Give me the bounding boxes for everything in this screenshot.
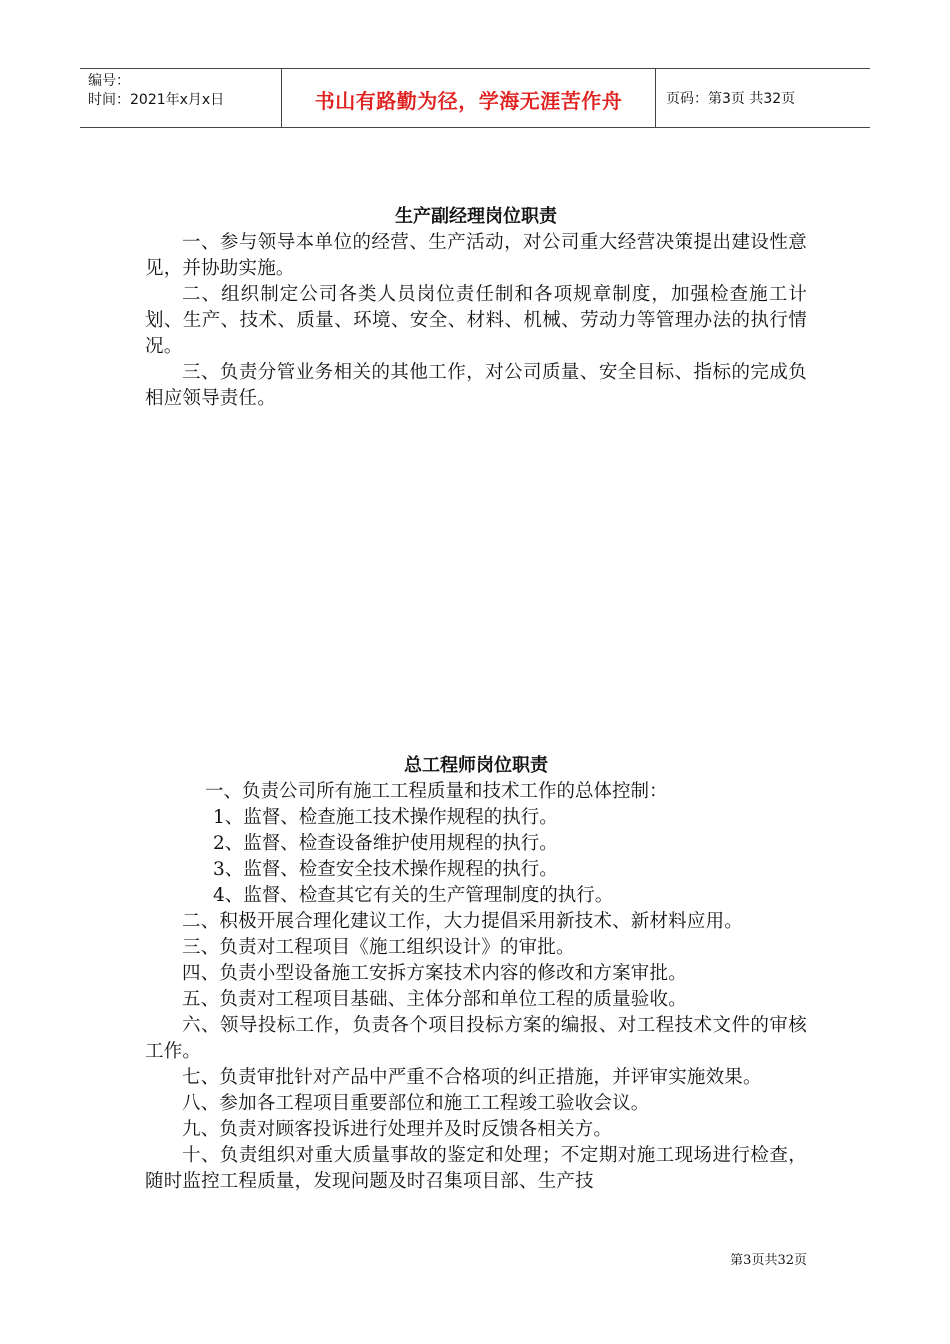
sub-item: 3、监督、检查安全技术操作规程的执行。 <box>213 859 558 880</box>
header-motto-cell <box>282 69 656 127</box>
paragraph: 十、负责组织对重大质量事故的鉴定和处理；不定期对施工现场进行检查，随时监控工程质量，发现问题及时召集项目部、生产技 <box>145 1145 807 1192</box>
page-header <box>80 68 870 128</box>
page-code-text: 页码：第3页 共32页 <box>666 91 796 107</box>
sub-item: 4、监督、检查其它有关的生产管理制度的执行。 <box>213 885 614 906</box>
header-motto: 书山有路勤为径，学海无涯苦作舟 <box>314 88 623 113</box>
section-production-deputy-manager <box>145 204 807 412</box>
page-footer <box>730 1249 807 1268</box>
footer-page-number: 第3页共32页 <box>730 1253 807 1268</box>
paragraph: 二、组织制定公司各类人员岗位责任制和各项规章制度，加强检查施工计划、生产、技术、质量、环境、安全、材料、机械、劳动力等管理办法的执行情况。 <box>145 284 807 357</box>
paragraph: 一、参与领导本单位的经营、生产活动，对公司重大经营决策提出建设性意见，并协助实施。 <box>145 232 807 279</box>
paragraph: 九、负责对顾客投诉进行处理并及时反馈各相关方。 <box>182 1119 613 1140</box>
paragraph: 五、负责对工程项目基础、主体分部和单位工程的质量验收。 <box>182 989 687 1010</box>
header-meta <box>80 69 282 127</box>
section-chief-engineer <box>145 753 807 1195</box>
paragraph: 六、领导投标工作，负责各个项目投标方案的编报、对工程技术文件的审核工作。 <box>145 1015 807 1062</box>
paragraph: 三、负责对工程项目《施工组织设计》的审批。 <box>182 937 575 958</box>
document-date: 时间：2021年x月x日 <box>88 92 225 108</box>
paragraph: 三、负责分管业务相关的其他工作，对公司质量、安全目标、指标的完成负相应领导责任。 <box>145 362 807 409</box>
sub-item: 2、监督、检查设备维护使用规程的执行。 <box>213 833 558 854</box>
paragraph: 二、积极开展合理化建议工作，大力提倡采用新技术、新材料应用。 <box>182 911 744 932</box>
paragraph: 七、负责审批针对产品中严重不合格项的纠正措施，并评审实施效果。 <box>182 1067 762 1088</box>
paragraph: 一、负责公司所有施工工程质量和技术工作的总体控制： <box>205 781 668 802</box>
paragraph: 四、负责小型设备施工安拆方案技术内容的修改和方案审批。 <box>182 963 687 984</box>
document-number-label: 编号： <box>88 73 130 89</box>
section-title: 总工程师岗位职责 <box>404 755 548 776</box>
section-title: 生产副经理岗位职责 <box>395 206 557 227</box>
paragraph: 八、参加各工程项目重要部位和施工工程竣工验收会议。 <box>182 1093 650 1114</box>
sub-item: 1、监督、检查施工技术操作规程的执行。 <box>213 807 558 828</box>
header-page-code <box>656 69 870 127</box>
